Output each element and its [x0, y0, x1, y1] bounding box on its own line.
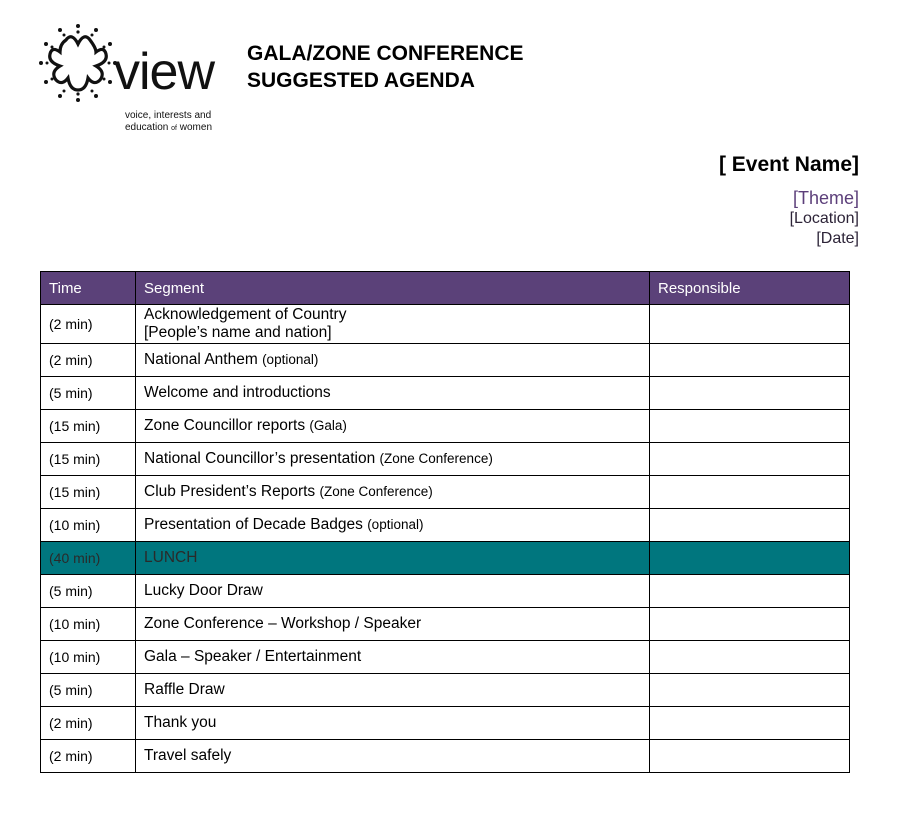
event-details [719, 151, 859, 249]
table-row [41, 641, 850, 674]
table-row [41, 509, 850, 542]
table-row [41, 476, 850, 509]
row-responsible[interactable] [650, 410, 850, 443]
row-responsible[interactable] [650, 608, 850, 641]
row-responsible[interactable] [650, 305, 850, 344]
table-header-row [41, 272, 850, 305]
header-segment: Segment [136, 272, 650, 305]
table-row [41, 377, 850, 410]
row-segment: Gala – Speaker / Entertainment [136, 641, 650, 674]
row-segment: Travel safely [136, 740, 650, 773]
row-time: (2 min) [41, 344, 136, 377]
table-row [41, 344, 850, 377]
row-responsible[interactable] [650, 443, 850, 476]
event-location: [Location] [789, 210, 859, 227]
title-line2: SUGGESTED AGENDA [247, 69, 475, 92]
table-row [41, 410, 850, 443]
row-time: (40 min) [41, 542, 136, 575]
table-row [41, 305, 850, 344]
logo-wordmark: view [114, 43, 215, 101]
row-responsible[interactable] [650, 641, 850, 674]
row-segment: Zone Conference – Workshop / Speaker [136, 608, 650, 641]
table-row [41, 707, 850, 740]
row-segment: National Anthem (optional) [136, 344, 650, 377]
row-segment: Lucky Door Draw [136, 575, 650, 608]
agenda-table [40, 271, 850, 773]
page-title [247, 40, 524, 94]
row-time: (5 min) [41, 674, 136, 707]
table-row [41, 740, 850, 773]
event-theme: [Theme] [792, 188, 859, 208]
row-segment: Zone Councillor reports (Gala) [136, 410, 650, 443]
row-segment: Presentation of Decade Badges (optional) [136, 509, 650, 542]
row-segment: LUNCH [136, 542, 650, 575]
table-row [41, 608, 850, 641]
row-responsible[interactable] [650, 476, 850, 509]
row-time: (15 min) [41, 476, 136, 509]
sunburst-icon [38, 22, 118, 102]
event-date: [Date] [816, 230, 859, 247]
row-time: (2 min) [41, 305, 136, 344]
table-row [41, 674, 850, 707]
logo-tagline-line1: voice, interests and [125, 110, 212, 121]
row-responsible[interactable] [650, 707, 850, 740]
header-time: Time [41, 272, 136, 305]
row-segment: Raffle Draw [136, 674, 650, 707]
row-time: (15 min) [41, 443, 136, 476]
row-time: (10 min) [41, 509, 136, 542]
header-responsible: Responsible [650, 272, 850, 305]
logo-tagline-line2: education of women [125, 122, 213, 133]
row-time: (10 min) [41, 641, 136, 674]
row-responsible[interactable] [650, 542, 850, 575]
row-responsible[interactable] [650, 575, 850, 608]
row-time: (5 min) [41, 575, 136, 608]
table-row [41, 575, 850, 608]
logo-tagline [125, 110, 212, 135]
row-time: (10 min) [41, 608, 136, 641]
row-responsible[interactable] [650, 344, 850, 377]
event-name: [ Event Name] [718, 153, 859, 176]
row-segment: Club President’s Reports (Zone Conference) [136, 476, 650, 509]
row-time: (2 min) [41, 707, 136, 740]
row-responsible[interactable] [650, 674, 850, 707]
row-segment: Acknowledgement of Country [People’s name and nation] [136, 305, 650, 344]
table-row [41, 443, 850, 476]
row-segment: Welcome and introductions [136, 377, 650, 410]
title-line1: GALA/ZONE CONFERENCE [247, 42, 524, 65]
row-segment: National Councillor’s presentation (Zone Conference) [136, 443, 650, 476]
view-logo [38, 22, 228, 137]
row-responsible[interactable] [650, 377, 850, 410]
row-segment: Thank you [136, 707, 650, 740]
row-responsible[interactable] [650, 740, 850, 773]
table-row-lunch [41, 542, 850, 575]
row-time: (2 min) [41, 740, 136, 773]
row-responsible[interactable] [650, 509, 850, 542]
row-time: (15 min) [41, 410, 136, 443]
row-time: (5 min) [41, 377, 136, 410]
